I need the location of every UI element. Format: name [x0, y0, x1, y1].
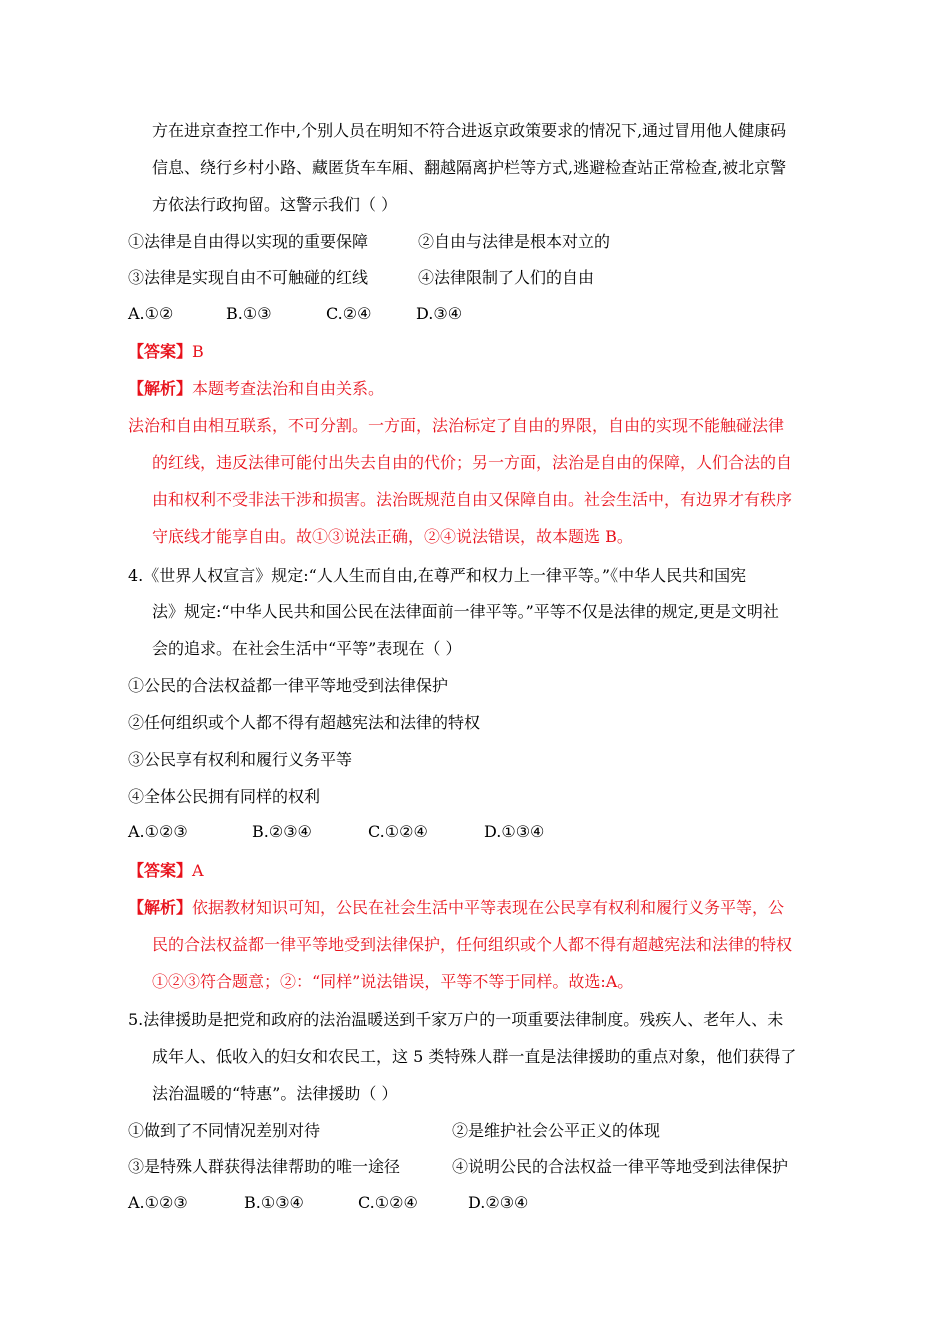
q3-choice-a: A.①② — [128, 304, 174, 323]
q4-item-4: ④全体公民拥有同样的权利 — [128, 787, 321, 806]
q5-choice-d: D.②③④ — [468, 1193, 529, 1212]
q3-item-4: ④法律限制了人们的自由 — [418, 268, 595, 287]
q4-analysis-head — [128, 897, 784, 919]
q3-analysis-line-1: 法治和自由相互联系，不可分割。一方面，法治标定了自由的界限，自由的实现不能触碰法律 — [128, 416, 785, 435]
q3-analysis-line-3: 由和权利不受非法干涉和损害。法治既规范自由又保障自由。社会生活中，有边界才有秩序 — [152, 490, 793, 509]
q5-choice-b: B.①③④ — [244, 1193, 304, 1212]
q3-stem-line-3: 方依法行政拘留。这警示我们（ ） — [152, 195, 398, 214]
q4-analysis-line-2: ①②③符合题意；②：“同样”说法错误，平等不等于同样。故选:A。 — [152, 972, 634, 991]
q3-analysis-line-4: 守底线才能享自由。故①③说法正确，②④说法错误，故本题选 B。 — [152, 527, 633, 546]
answer-label: 【答案】 — [128, 861, 193, 880]
q3-choice-c: C.②④ — [326, 304, 372, 323]
q4-item-3: ③公民享有权利和履行义务平等 — [128, 750, 353, 769]
q4-stem-line-2: 法》规定:“中华人民共和国公民在法律面前一律平等。”平等不仅是法律的规定,更是文明社 — [152, 602, 779, 621]
q5-stem-line-1: 5.法律援助是把党和政府的法治温暖送到千家万户的一项重要法律制度。残疾人、老年人、未 — [128, 1010, 784, 1029]
q3-choice-d: D.③④ — [416, 304, 463, 323]
q3-stem-line-1: 方在进京查控工作中,个别人员在明知不符合进返京政策要求的情况下,通过冒用他人健康码 — [152, 121, 787, 140]
q4-item-1: ①公民的合法权益都一律平等地受到法律保护 — [128, 676, 449, 695]
q3-item-3: ③法律是实现自由不可触碰的红线 — [128, 268, 369, 287]
q4-answer — [128, 860, 204, 882]
q3-analysis-head — [128, 378, 384, 400]
q5-item-3: ③是特殊人群获得法律帮助的唯一途径 — [128, 1157, 401, 1176]
answer-value: A — [192, 861, 204, 880]
q3-item-2: ②自由与法律是根本对立的 — [418, 232, 611, 251]
q4-choice-a: A.①②③ — [128, 822, 188, 841]
q5-item-4: ④说明公民的合法权益一律平等地受到法律保护 — [452, 1157, 789, 1176]
q5-choice-c: C.①②④ — [358, 1193, 418, 1212]
answer-label: 【答案】 — [128, 342, 193, 361]
analysis-label: 【解析】 — [128, 898, 193, 917]
q5-stem-line-3: 法治温暖的“特惠”。法律援助（ ） — [152, 1084, 398, 1103]
q5-item-1: ①做到了不同情况差别对待 — [128, 1121, 321, 1140]
q4-choice-d: D.①③④ — [484, 822, 545, 841]
q3-answer — [128, 341, 204, 363]
q4-stem-line-3: 会的追求。在社会生活中“平等”表现在（ ） — [152, 639, 462, 658]
q4-item-2: ②任何组织或个人都不得有超越宪法和法律的特权 — [128, 713, 481, 732]
q5-stem-line-2: 成年人、低收入的妇女和农民工，这 5 类特殊人群一直是法律援助的重点对象，他们获得了 — [152, 1047, 797, 1066]
q4-stem-line-1: 4.《世界人权宣言》规定:“人人生而自由,在尊严和权力上一律平等。”《中华人民共和国宪 — [128, 566, 747, 585]
q5-item-2: ②是维护社会公平正义的体现 — [452, 1121, 661, 1140]
q5-choice-a: A.①②③ — [128, 1193, 188, 1212]
analysis-text: 依据教材知识可知，公民在社会生活中平等表现在公民享有权利和履行义务平等，公 — [192, 898, 785, 917]
analysis-text: 本题考查法治和自由关系。 — [192, 379, 385, 398]
answer-value: B — [192, 342, 204, 361]
q4-choice-c: C.①②④ — [368, 822, 428, 841]
q3-stem-line-2: 信息、绕行乡村小路、藏匿货车车厢、翻越隔离护栏等方式,逃避检查站正常检查,被北京警 — [152, 158, 787, 177]
q4-choice-b: B.②③④ — [252, 822, 312, 841]
q3-item-1: ①法律是自由得以实现的重要保障 — [128, 232, 369, 251]
q3-analysis-line-2: 的红线，违反法律可能付出失去自由的代价；另一方面，法治是自由的保障，人们合法的自 — [152, 453, 793, 472]
q4-analysis-line-1: 民的合法权益都一律平等地受到法律保护，任何组织或个人都不得有超越宪法和法律的特权 — [152, 935, 793, 954]
analysis-label: 【解析】 — [128, 379, 193, 398]
q3-choice-b: B.①③ — [226, 304, 272, 323]
